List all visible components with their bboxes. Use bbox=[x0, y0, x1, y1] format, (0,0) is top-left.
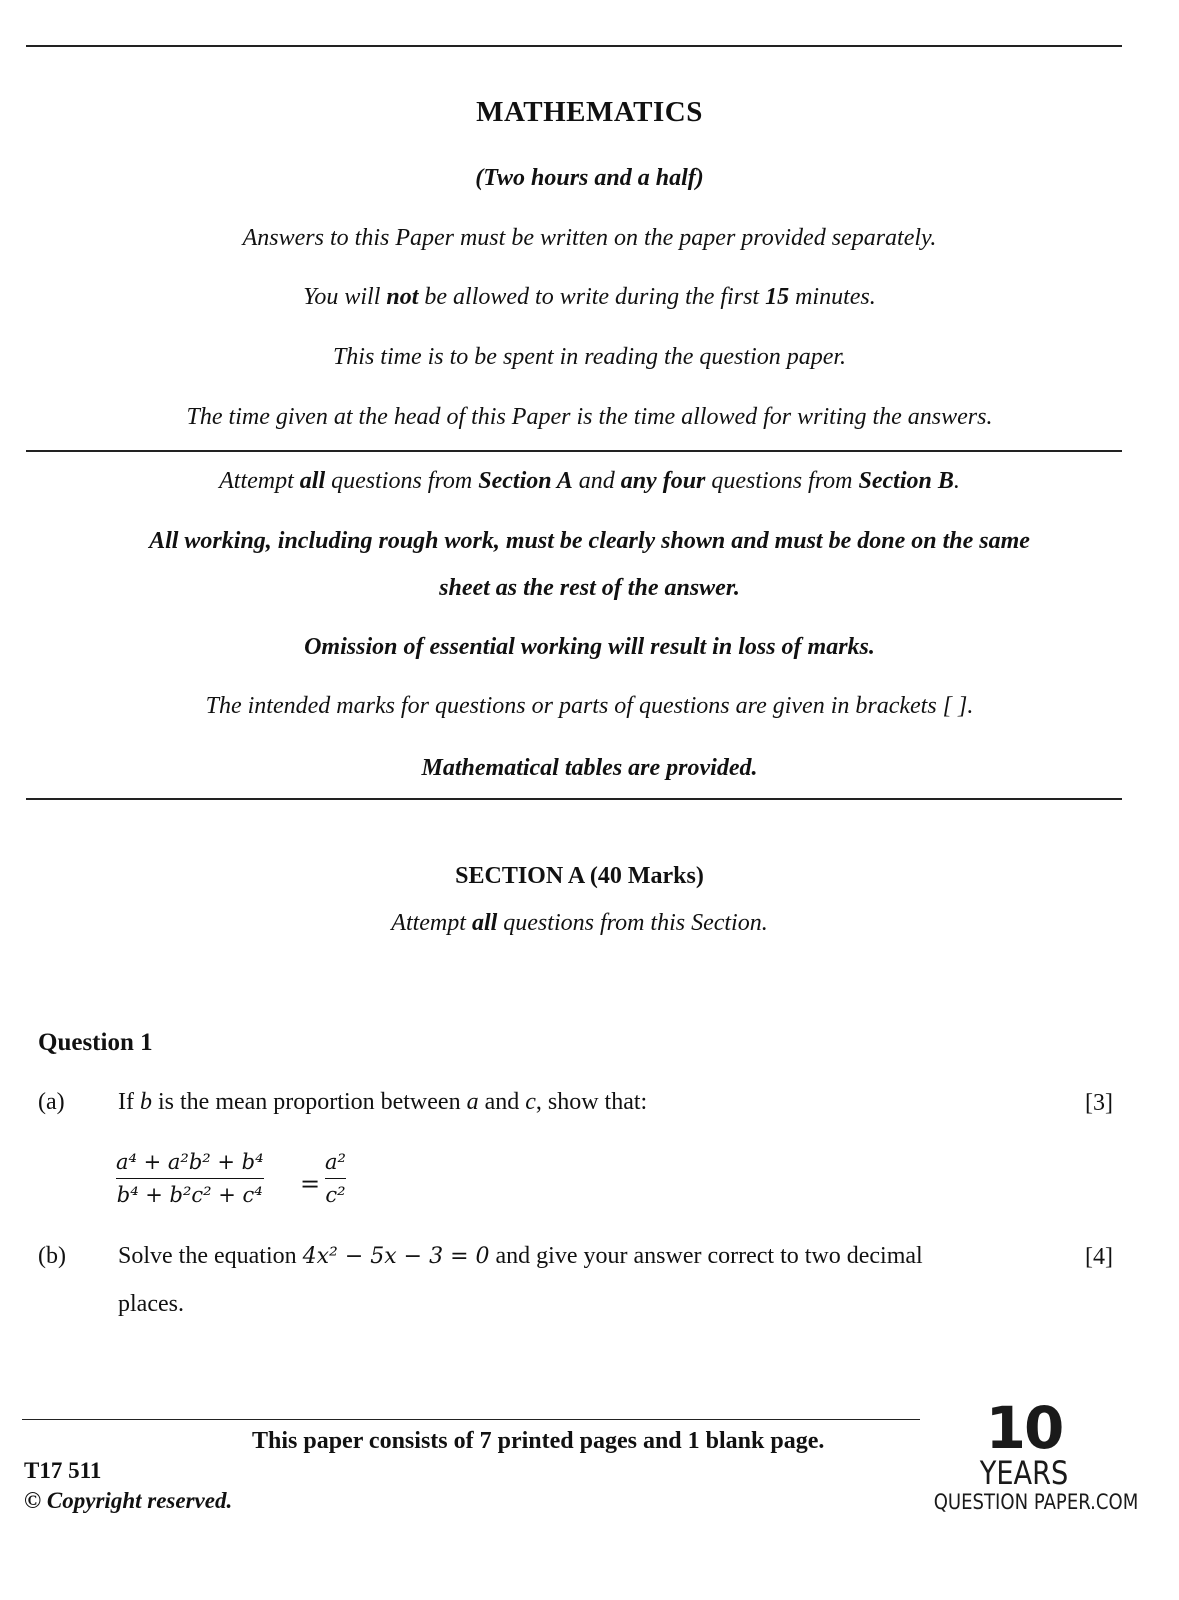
equation-left-fraction bbox=[116, 1150, 264, 1207]
rule-after-rules bbox=[26, 798, 1122, 800]
equation-left-denominator: b⁴ + b²c² + c⁴ bbox=[116, 1183, 263, 1207]
fraction-bar-left bbox=[116, 1178, 264, 1179]
paper-duration: (Two hours and a half) bbox=[475, 165, 704, 191]
logo-years: YEARS bbox=[979, 1454, 1069, 1492]
part-b-label: (b) bbox=[38, 1243, 66, 1269]
paper-title: MATHEMATICS bbox=[476, 96, 703, 128]
equation-right-fraction bbox=[325, 1150, 346, 1207]
footer-rule bbox=[22, 1419, 920, 1420]
equals-sign: = bbox=[300, 1170, 321, 1198]
working-rule-line2: sheet as the rest of the answer. bbox=[439, 575, 740, 601]
instruction-not-allowed: You will not be allowed to write during the first 15 minutes. bbox=[303, 284, 876, 310]
part-a-text: If b is the mean proportion between a and c, show that: bbox=[118, 1089, 648, 1115]
attempt-instruction: Attempt all questions from Section A and any four questions from Section B. bbox=[219, 468, 960, 494]
copyright: © Copyright reserved. bbox=[24, 1488, 233, 1513]
instruction-time: The time given at the head of this Paper is the time allowed for writing the answers. bbox=[186, 404, 993, 430]
pages-note: This paper consists of 7 printed pages and 1 blank page. bbox=[252, 1428, 825, 1454]
marks-note: The intended marks for questions or parts of questions are given in brackets [ ]. bbox=[205, 693, 974, 719]
equation-left-numerator: a⁴ + a²b² + b⁴ bbox=[116, 1150, 264, 1174]
part-a-marks: [3] bbox=[1085, 1090, 1113, 1116]
part-b-text-cont: places. bbox=[118, 1291, 184, 1317]
omission-rule: Omission of essential working will result in loss of marks. bbox=[304, 634, 875, 660]
question-1-heading: Question 1 bbox=[38, 1029, 153, 1056]
logo-site: QUESTION PAPER.COM bbox=[933, 1490, 1139, 1514]
section-a-title: SECTION A (40 Marks) bbox=[455, 863, 704, 889]
instruction-answers: Answers to this Paper must be written on the paper provided separately. bbox=[242, 225, 937, 251]
working-rule-line1: All working, including rough work, must be clearly shown and must be done on the same bbox=[149, 528, 1030, 554]
rule-after-instructions bbox=[26, 450, 1122, 452]
logo-number: 10 bbox=[985, 1394, 1063, 1462]
section-a-note: Attempt all questions from this Section. bbox=[391, 910, 768, 936]
ten-years-logo bbox=[919, 1394, 1139, 1514]
top-rule bbox=[26, 45, 1122, 47]
equation-right-numerator: a² bbox=[325, 1150, 346, 1174]
part-b-text: Solve the equation 4x² − 5x − 3 = 0 and give your answer correct to two decimal bbox=[118, 1243, 923, 1269]
instruction-reading: This time is to be spent in reading the question paper. bbox=[332, 344, 847, 370]
part-b-equation: 4x² − 5x − 3 = 0 bbox=[302, 1244, 490, 1269]
paper-code: T17 511 bbox=[24, 1458, 102, 1483]
fraction-bar-right bbox=[325, 1178, 346, 1179]
part-a-label: (a) bbox=[38, 1089, 65, 1115]
part-b-marks: [4] bbox=[1085, 1244, 1113, 1270]
equation-right-denominator: c² bbox=[325, 1183, 346, 1207]
tables-note: Mathematical tables are provided. bbox=[421, 755, 758, 781]
